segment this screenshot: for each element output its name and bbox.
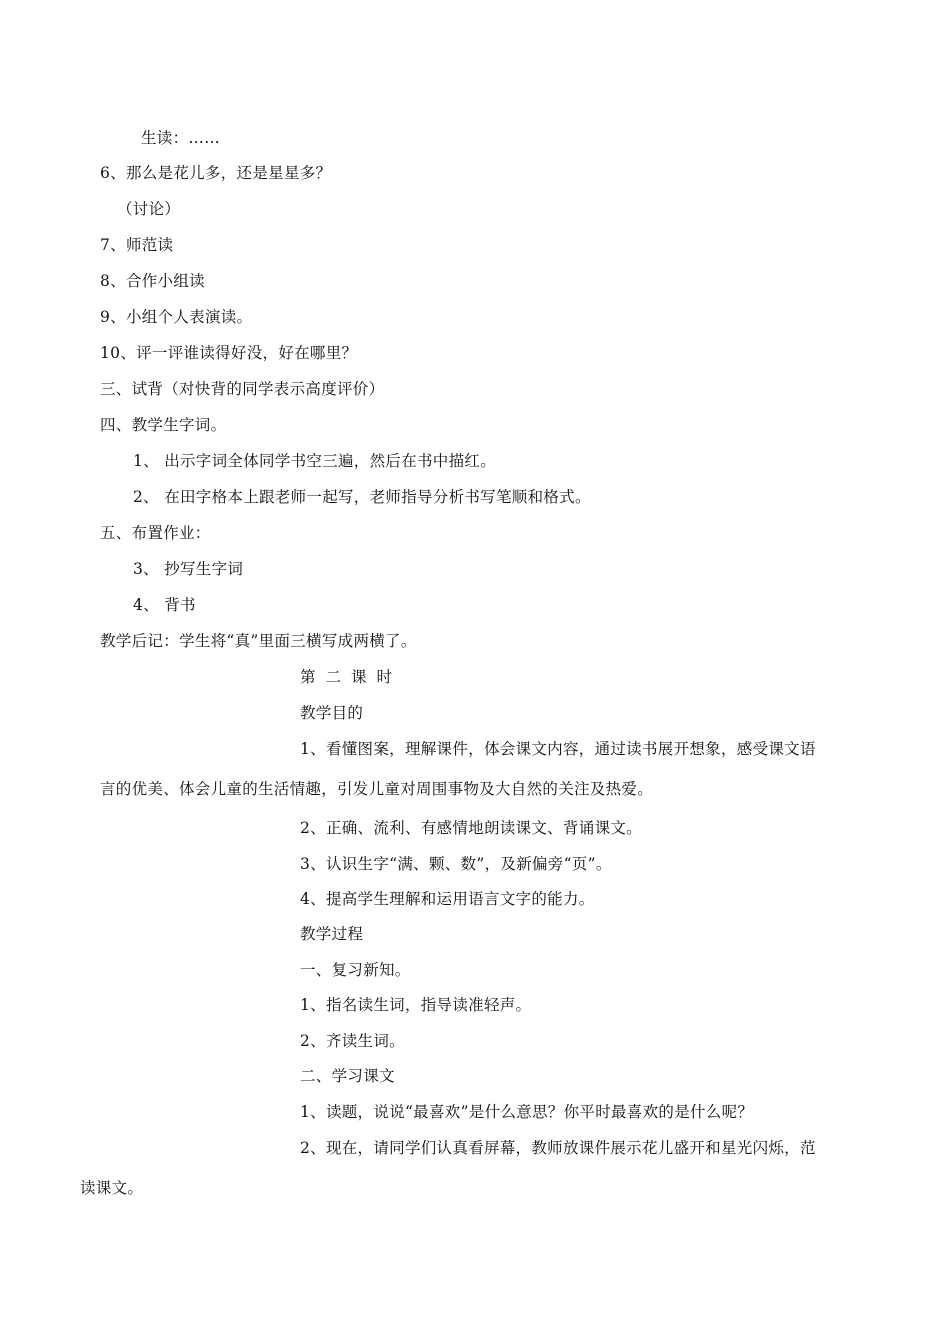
process-2-step-1: 1、读题，说说“最喜欢”是什么意思？你平时最喜欢的是什么呢？ (300, 1103, 754, 1121)
teaching-objectives-heading: 教学目的 (300, 704, 364, 722)
objective-4: 4、提高学生理解和运用语言文字的能力。 (300, 890, 595, 908)
lesson-2-title: 第二课时 (300, 668, 403, 686)
process-part-2-heading: 二、学习课文 (300, 1067, 395, 1085)
student-reading-line: 生读：…… (141, 129, 221, 147)
question-6: 6、那么是花儿多，还是星星多？ (100, 164, 332, 182)
section-3-heading: 三、试背（对快背的同学表示高度评价） (100, 380, 385, 398)
section-4-item-2: 2、 在田字格本上跟老师一起写，老师指导分析书写笔顺和格式。 (133, 488, 591, 506)
homework-item-3: 3、 抄写生字词 (133, 560, 244, 578)
step-10: 10、评一评谁读得好没，好在哪里？ (100, 344, 358, 362)
step-8: 8、合作小组读 (100, 272, 205, 290)
process-2-step-2-line-2: 读课文。 (80, 1179, 144, 1197)
teaching-process-heading: 教学过程 (300, 925, 364, 943)
objective-1-line-1: 1、看懂图案，理解课件，体会课文内容，通过读书展开想象，感受课文语 (300, 740, 816, 758)
objective-3: 3、认识生字“满、颗、数”，及新偏旁“页”。 (300, 855, 612, 873)
process-2-step-2-line-1: 2、现在，请同学们认真看屏幕，教师放课件展示花儿盛开和星光闪烁，范 (300, 1139, 816, 1157)
homework-item-4: 4、 背书 (133, 596, 196, 614)
process-1-step-1: 1、指名读生词，指导读准轻声。 (300, 996, 532, 1014)
step-9: 9、小组个人表演读。 (100, 308, 253, 326)
section-4-item-1: 1、 出示字词全体同学书空三遍，然后在书中描红。 (133, 452, 496, 470)
discussion-note: （讨论） (117, 200, 181, 218)
objective-2: 2、正确、流利、有感情地朗读课文、背诵课文。 (300, 819, 642, 837)
section-5-heading: 五、布置作业： (100, 524, 211, 542)
step-7: 7、师范读 (100, 236, 174, 254)
teaching-postscript: 教学后记：学生将“真”里面三横写成两横了。 (100, 632, 417, 650)
objective-1-line-2: 言的优美、体会儿童的生活情趣，引发儿童对周围事物及大自然的关注及热爱。 (100, 780, 654, 798)
section-4-heading: 四、教学生字词。 (100, 416, 227, 434)
process-1-step-2: 2、齐读生词。 (300, 1032, 405, 1050)
process-part-1-heading: 一、复习新知。 (300, 961, 411, 979)
